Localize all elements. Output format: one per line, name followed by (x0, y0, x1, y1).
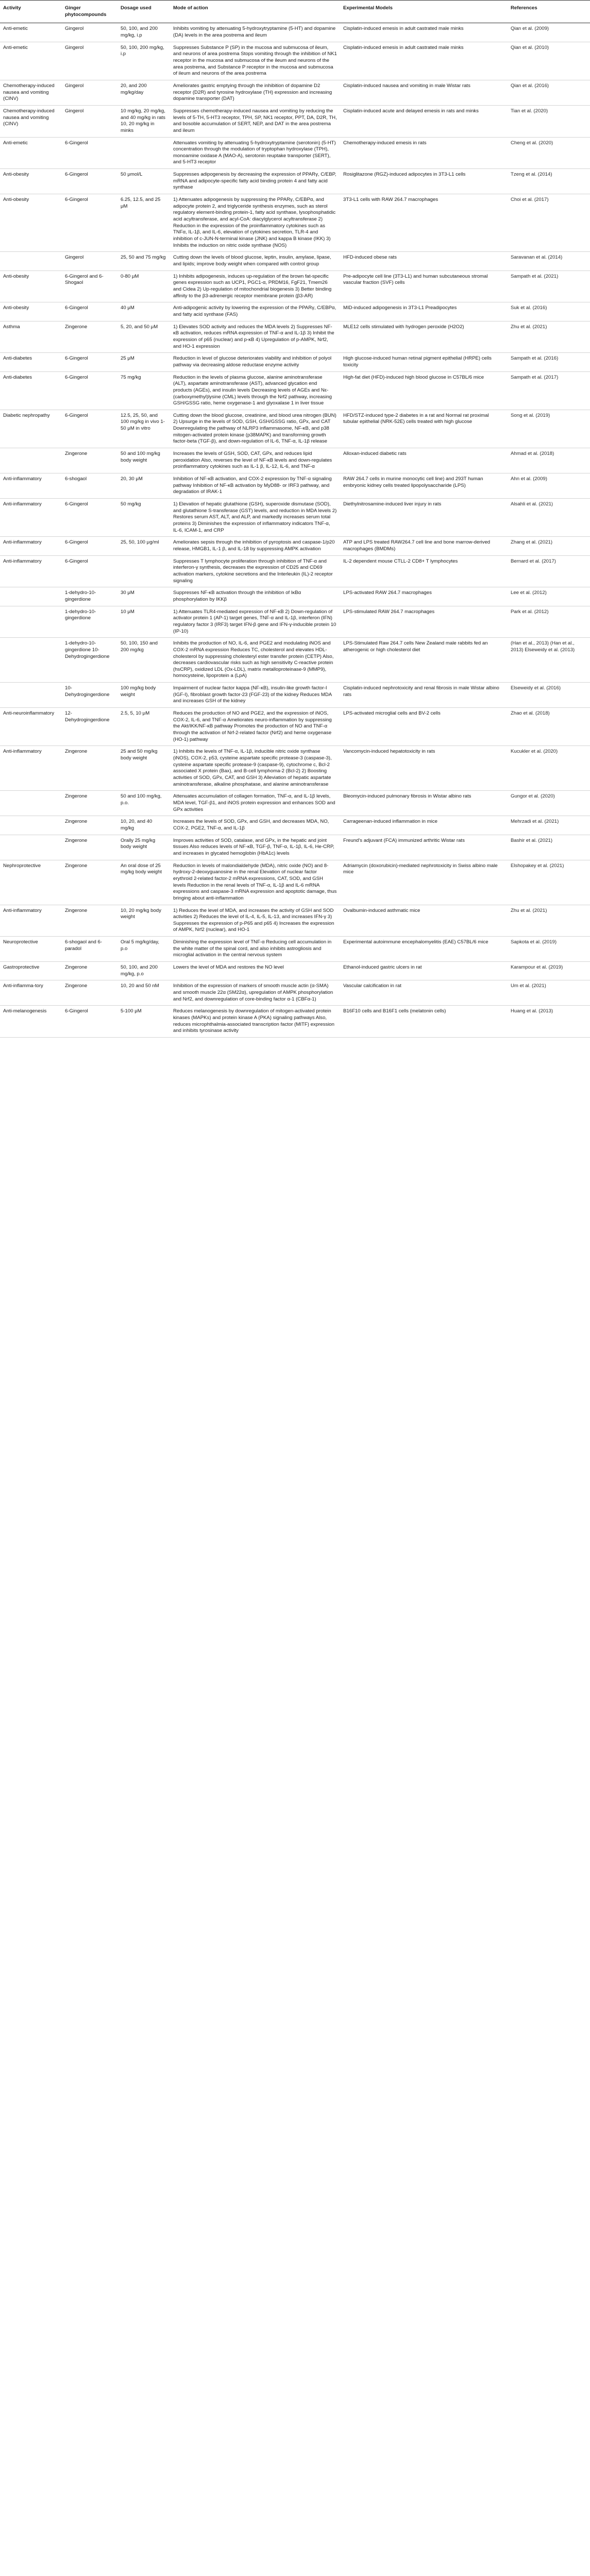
cell-dosage (117, 555, 170, 587)
cell-compound: 6-Gingerol (62, 1006, 117, 1038)
cell-experimental-model: ATP and LPS treated RAW264.7 cell line and bone marrow-derived macrophages (BMDMs) (340, 537, 508, 555)
cell-mode-of-action: Suppresses Substance P (SP) in the mucosa and submucosa of ileum, and neurons of area postrema Stops vomiting through the inhibition of NK1 receptor in the mucosa and submucosa of the ileum and neurons of the area postrema, and Substance P receptor in the mucosa and submucosa of ileum and neurons of the area postrema (170, 42, 340, 80)
cell-mode-of-action: Lowers the level of MDA and restores the NO level (170, 962, 340, 980)
cell-activity: Anti-inflammatory (0, 499, 62, 537)
cell-compound: Zingerone (62, 860, 117, 905)
cell-dosage: 0-80 μM (117, 270, 170, 302)
cell-reference: Mehrzadi et al. (2021) (508, 816, 590, 835)
cell-dosage: 75 mg/kg (117, 371, 170, 410)
cell-reference: Saravanan et al. (2014) (508, 252, 590, 270)
cell-compound: Gingerol (62, 252, 117, 270)
cell-dosage (117, 137, 170, 169)
table-row (0, 860, 590, 905)
cell-activity: Anti-obesity (0, 169, 62, 194)
cell-experimental-model: MID-induced adipogenesis in 3T3-L1 Preadipocytes (340, 302, 508, 321)
cell-activity (0, 816, 62, 835)
cell-mode-of-action: Diminishing the expression level of TNF-α Reducing cell accumulation in the white matter of the spinal cord, and also inhibits astrogliosis and microglial activation in the central nervous system (170, 937, 340, 962)
cell-experimental-model: Ethanol-induced gastric ulcers in rat (340, 962, 508, 980)
table-row (0, 587, 590, 606)
cell-compound: 6-Gingerol (62, 169, 117, 194)
cell-mode-of-action: Ameliorates gastric emptying through the inhibition of dopamine D2 receptor (D2R) and tyrosine hydroxylase (TH) expression and increasing dopamine transporter (DAT) (170, 80, 340, 105)
cell-compound: 6-Gingerol (62, 302, 117, 321)
cell-reference: Ahn et al. (2009) (508, 473, 590, 499)
table-row (0, 683, 590, 708)
cell-dosage: 100 mg/kg body weight (117, 683, 170, 708)
cell-activity: Anti-melanogenesis (0, 1006, 62, 1038)
table-row (0, 270, 590, 302)
cell-dosage: 25 and 50 mg/kg body weight (117, 746, 170, 791)
cell-compound: Zingerone (62, 835, 117, 860)
cell-activity: Anti-neuroinflammatory (0, 708, 62, 746)
cell-experimental-model: Alloxan-induced diabetic rats (340, 448, 508, 473)
cell-experimental-model: Vancomycin-induced hepatotoxicity in rats (340, 746, 508, 791)
cell-dosage: 25, 50, 100 μg/ml (117, 537, 170, 555)
cell-reference: Sampath et al. (2016) (508, 353, 590, 371)
cell-experimental-model: HFD-induced obese rats (340, 252, 508, 270)
cell-experimental-model: 3T3-L1 cells with RAW 264.7 macrophages (340, 194, 508, 252)
cell-activity: Anti-emetic (0, 137, 62, 169)
phytocompound-activity-table (0, 0, 590, 1038)
table-row (0, 1006, 590, 1038)
cell-compound: Zingerone (62, 746, 117, 791)
cell-experimental-model: LPS-activated RAW 264.7 macrophages (340, 587, 508, 606)
cell-dosage: Orally 25 mg/kg body weight (117, 835, 170, 860)
table-row (0, 708, 590, 746)
header-compounds: Ginger phytocompounds (62, 1, 117, 23)
cell-dosage: 25 μM (117, 353, 170, 371)
cell-experimental-model: Cisplatin-induced emesis in adult castrated male minks (340, 23, 508, 42)
cell-dosage: 10, 20 mg/kg body weight (117, 905, 170, 937)
table-row (0, 606, 590, 638)
cell-experimental-model: Pre-adipocyte cell line (3T3-L1) and human subcutaneous stromal vascular fraction (SVF) cells (340, 270, 508, 302)
table-row (0, 169, 590, 194)
cell-reference: Alsahli et al. (2021) (508, 499, 590, 537)
cell-experimental-model: MLE12 cells stimulated with hydrogen peroxide (H2O2) (340, 321, 508, 353)
cell-compound: Zingerone (62, 321, 117, 353)
cell-compound: 6-Gingerol (62, 410, 117, 448)
table-row (0, 905, 590, 937)
cell-mode-of-action: Cutting down the levels of blood glucose, leptin, insulin, amylase, lipase, and lipids; improve body weight when compared with control group (170, 252, 340, 270)
cell-experimental-model: Cisplatin-induced acute and delayed emesis in rats and minks (340, 105, 508, 137)
cell-mode-of-action: Inhibition of NF-κB activation, and COX-2 expression by TNF-α signaling pathway Inhibition of NF-κB activation by MyD88- or IRF3 pathway, and degradation of IRAK-1 (170, 473, 340, 499)
table-header-row (0, 1, 590, 23)
cell-reference: Suk et al. (2016) (508, 302, 590, 321)
table-row (0, 746, 590, 791)
cell-compound: 6-Gingerol (62, 194, 117, 252)
cell-activity: Anti-obesity (0, 194, 62, 252)
table-row (0, 499, 590, 537)
table-row (0, 555, 590, 587)
header-references: References (508, 1, 590, 23)
cell-experimental-model: B16F10 cells and B16F1 cells (melatonin cells) (340, 1006, 508, 1038)
cell-dosage: 10, 20 and 50 nM (117, 980, 170, 1006)
cell-activity: Anti-inflammatory (0, 905, 62, 937)
cell-experimental-model: Adriamycin (doxorubicin)-mediated nephrotoxicity in Swiss albino male mice (340, 860, 508, 905)
cell-mode-of-action: Inhibits the production of NO, IL-6, and PGE2 and modulating iNOS and COX-2 mRNA expression Reduces TC, cholesterol and elevates HDL-cholesterol by suppressing cholesteryl ester transfer protein (CETP) Also, decreases cardiovascular risks such as high sensitivity C-reactive protein (hsCRP), oxidized LDL (Ox-LDL), matrix metalloproteinase-9 (MMP9), homocysteine, lipoprotein a (LpA) (170, 638, 340, 683)
cell-activity (0, 683, 62, 708)
cell-mode-of-action: Reduction in the levels of plasma glucose, alanine aminotransferase (ALT), aspartate aminotransferase (AST), advanced glycation end products (AGEs), and insulin levels Decreasing levels of AGEs and Nε-(carboxymethyl)lysine (CML) levels through the Nrf2 pathway, increasing GSH/GSSG ratio, heme oxygenase-1 and glyoxalase 1 in liver tissue (170, 371, 340, 410)
cell-mode-of-action: 1) Elevates SOD activity and reduces the MDA levels 2) Suppresses NF-κB activation, reduces mRNA expression of TNF-α and IL-1β 3) Inhibit the expression of p65 (nuclear) and p-κB 4) Upregulation of p-AMPK, Nrf2, and HO-1 expression (170, 321, 340, 353)
table-row (0, 937, 590, 962)
cell-compound: Gingerol (62, 42, 117, 80)
cell-reference: Sapkota et al. (2019) (508, 937, 590, 962)
cell-dosage: An oral dose of 25 mg/kg body weight (117, 860, 170, 905)
cell-reference: Cheng et al. (2020) (508, 137, 590, 169)
cell-compound: 6-Gingerol and 6-Shogaol (62, 270, 117, 302)
table-row (0, 371, 590, 410)
cell-dosage: 30 μM (117, 587, 170, 606)
cell-experimental-model: RAW 264.7 cells in murine monocytic cell line) and 293T human embryonic kidney cells treated lipopolysaccharide (LPS) (340, 473, 508, 499)
cell-compound: Zingerone (62, 905, 117, 937)
cell-activity: Chemotherapy-induced nausea and vomiting (CINV) (0, 105, 62, 137)
cell-mode-of-action: Inhibits vomiting by attenuating 5-hydroxytryptamine (5-HT) and dopamine (DA) levels in the area postrema and ileum (170, 23, 340, 42)
cell-reference: Elseweidy et al. (2016) (508, 683, 590, 708)
cell-compound: 6-Gingerol (62, 555, 117, 587)
cell-activity: Anti-diabetes (0, 353, 62, 371)
cell-reference: Lee et al. (2012) (508, 587, 590, 606)
cell-activity: Anti-inflammatory (0, 473, 62, 499)
cell-mode-of-action: 1) Inhibits the levels of TNF-α, IL-1β, inducible nitric oxide synthase (iNOS), COX-2, p53, cysteine aspartate specific protease-3 (caspase-3), cysteine aspartate specific protease-9 (caspase-9), cytochrome c, Bcl-2 associated X protein (Bax), and B-cell lymphoma-2 (Bcl-2) 2) Boosting activities of SOD, GPx, CAT, and GSH 3) Alleviation of hepatic aspartate aminotransferase, alkaline phosphatase, and alanine aminotransferase (170, 746, 340, 791)
table-row (0, 137, 590, 169)
cell-experimental-model: IL-2 dependent mouse CTLL-2 CD8+ T lymphocytes (340, 555, 508, 587)
cell-experimental-model: Freund's adjuvant (FCA) immunized arthritic Wistar rats (340, 835, 508, 860)
cell-activity: Anti-diabetes (0, 371, 62, 410)
table-row (0, 962, 590, 980)
table-row (0, 194, 590, 252)
cell-compound: Gingerol (62, 105, 117, 137)
cell-mode-of-action: Anti-adipogenic activity by lowering the expression of the PPARγ, C/EBPα, and fatty acid synthase (FAS) (170, 302, 340, 321)
cell-reference: (Han et al., 2013) (Han et al., 2013) Elseweidy et al. (2013) (508, 638, 590, 683)
cell-reference: Zhao et al. (2018) (508, 708, 590, 746)
cell-activity (0, 252, 62, 270)
cell-experimental-model: Cisplatin-induced emesis in adult castrated male minks (340, 42, 508, 80)
cell-compound: 1-dehydro-10-gingerdione 10-Dehydrogingerdione (62, 638, 117, 683)
cell-mode-of-action: 1) Attenuates adipogenesis by suppressing the PPARγ, C/EBPα, and adipocyte protein 2, and triglyceride synthesis enzymes, such as sterol regulatory element-binding protein-1, fatty acid synthase, lysophosphatidic acid acyltransferase, and acyl-CoA: diacylglycerol acyltransferase 2) Reduction in the expression of the proinflammatory cytokines such as TNFα, IL-1β, and IL-6, elevation of cytokines secretion, TLR-4 and inhibition of c-JUN-N-terminal kinase (JNK) and kappa B kinase (IKK) 3) Inhibits the induction on nitric oxide synthase (NOS) (170, 194, 340, 252)
cell-mode-of-action: Reduces melanogenesis by downregulation of mitogen-activated protein kinases (MAPKs) and protein kinase A (PKA) signaling pathways Also, reduces microphthalmia-associated transcription factor (MITF) expression and inhibits tyrosinase activity (170, 1006, 340, 1038)
cell-activity: Anti-inflammatory (0, 537, 62, 555)
cell-dosage: 50, 100, and 200 mg/kg, p.o (117, 962, 170, 980)
cell-compound: Zingerone (62, 448, 117, 473)
cell-dosage: 50 μmol/L (117, 169, 170, 194)
cell-dosage: 10 mg/kg, 20 mg/kg, and 40 mg/kg in rats 10, 20 mg/kg in minks (117, 105, 170, 137)
cell-mode-of-action: Increases the levels of SOD, GPx, and GSH, and decreases MDA, NO, COX-2, PGE2, TNF-α, and IL-1β (170, 816, 340, 835)
cell-experimental-model: High-fat diet (HFD)-induced high blood glucose in C57BL/6 mice (340, 371, 508, 410)
table-row (0, 537, 590, 555)
cell-dosage: 50, 100, 200 mg/kg, i.p (117, 42, 170, 80)
cell-compound: 6-Gingerol (62, 499, 117, 537)
cell-reference: Zhang et al. (2021) (508, 537, 590, 555)
table-row (0, 473, 590, 499)
table-row (0, 448, 590, 473)
cell-mode-of-action: Reduction in levels of malondialdehyde (MDA), nitric oxide (NO) and 8-hydroxy-2-deoxyguanosine in the renal Elevation of nuclear factor erythroid 2-related factor-2 mRNA expressions, CAT, SOD, and GSH levels Reduction in the renal levels of TNF-α, IL-1β and IL-6 mRNA expressions and caspase-3 mRNA expression and apoptotic damage, thus bringing about anti-inflammation (170, 860, 340, 905)
cell-mode-of-action: Impairment of nuclear factor kappa (NF-κB), insulin-like growth factor-I (IGF-I), fibroblast growth factor-23 (FGF-23) of the kidney Reduces MDA and increases GSH of the kidney (170, 683, 340, 708)
cell-reference: Park et al. (2012) (508, 606, 590, 638)
cell-compound: Zingerone (62, 980, 117, 1006)
cell-mode-of-action: Increases the levels of GSH, SOD, CAT, GPx, and reduces lipid peroxidation Also, reverses the level of NF-κB levels and down-regulates proinflammatory cytokines such as IL-1 β, IL-12, IL-6, and TNF-α (170, 448, 340, 473)
cell-experimental-model: Diethylnitrosamine-induced liver injury in rats (340, 499, 508, 537)
cell-dosage: 5, 20, and 50 μM (117, 321, 170, 353)
cell-activity: Anti-emetic (0, 23, 62, 42)
cell-compound: 6-Gingerol (62, 371, 117, 410)
cell-activity (0, 448, 62, 473)
cell-reference: Sampath et al. (2021) (508, 270, 590, 302)
cell-reference: Ahmad et al. (2018) (508, 448, 590, 473)
cell-experimental-model: Rosiglitazone (RGZ)-induced adipocytes in 3T3-L1 cells (340, 169, 508, 194)
cell-reference: Sampath et al. (2017) (508, 371, 590, 410)
cell-reference: Um et al. (2021) (508, 980, 590, 1006)
cell-mode-of-action: Attenuates accumulation of collagen formation, TNF-α, and IL-1β levels, MDA level, TGF-β1, and iNOS protein expression and enhances SOD and GPx activities (170, 791, 340, 816)
cell-compound: Gingerol (62, 80, 117, 105)
cell-experimental-model: Chemotherapy-induced emesis in rats (340, 137, 508, 169)
cell-activity: Anti-inflammatory (0, 746, 62, 791)
cell-experimental-model: Ovalbumin-induced asthmatic mice (340, 905, 508, 937)
cell-mode-of-action: Attenuates vomiting by attenuating 5-hydroxytryptamine (serotonin) (5-HT) concentration through the modulation of tryptophan hydroxylase (TPH), monoamine oxidase A (MAO-A), serotonin reuptake transporter (SERT), and 5-HT3 receptor (170, 137, 340, 169)
table-row (0, 105, 590, 137)
cell-experimental-model: LPS-activated microglial cells and BV-2 cells (340, 708, 508, 746)
cell-dosage: 5-100 μM (117, 1006, 170, 1038)
cell-dosage: 40 μM (117, 302, 170, 321)
cell-experimental-model: HFD/STZ-induced type-2 diabetes in a rat and Normal rat proximal tubular epithelial (NRK-52E) cells treated with high glucose (340, 410, 508, 448)
cell-dosage: 50, 100, 150 and 200 mg/kg (117, 638, 170, 683)
cell-mode-of-action: Suppresses adipogenesis by decreasing the expression of PPARγ, C/EBP, mRNA and adipocyte-specific fatty acid binding protein 4 and fatty acid synthase (170, 169, 340, 194)
cell-experimental-model: Vascular calcification in rat (340, 980, 508, 1006)
cell-compound: 6-Gingerol (62, 137, 117, 169)
cell-dosage: 6.25, 12.5, and 25 μM (117, 194, 170, 252)
cell-activity: Asthma (0, 321, 62, 353)
table-row (0, 835, 590, 860)
table-row (0, 410, 590, 448)
cell-reference: Qian et al. (2009) (508, 23, 590, 42)
cell-mode-of-action: 1) Inhibits adipogenesis, induces up-regulation of the brown fat-specific genes expression such as UCP1, PGC1-α, PRDM16, FgF21, Tmem26 and Cidea 2) Up-regulation of mitochondrial biogenesis 3) Better binding affinity to the β3-adrenergic receptor membrane protein (β3-AR) (170, 270, 340, 302)
cell-experimental-model: Cisplatin-induced nephrotoxicity and renal fibrosis in male Wistar albino rats (340, 683, 508, 708)
cell-activity: Anti-inflamma-tory (0, 980, 62, 1006)
cell-mode-of-action: 1) Attenuates TLR4-mediated expression of NF-κB 2) Down-regulation of activator protein 1 (AP-1) target genes, TNF-α and IL-1β, interferon (IFN) regulatory factor 3 (IRF3) target IFN-β gene and IFN-γ-inducible protein 10 (IP-10) (170, 606, 340, 638)
cell-reference: Huang et al. (2013) (508, 1006, 590, 1038)
cell-mode-of-action: Suppresses chemotherapy-induced nausea and vomiting by reducing the levels of 5-TH, 5-HT3 receptor, TPH, SP, NK1 receptor, PPT, DA, D2R, TH, and bosoble accumulation of SERT, NEP, and DAT in the area postrema and ileum (170, 105, 340, 137)
cell-mode-of-action: 1) Elevation of hepatic glutathione (GSH), superoxide dismutase (SOD), and glutathione S-transferase (GST) levels, and reduction in MDA levels 2) Restores serum AST, ALT, and ALP, and markedly increases serum total proteins 3) Diminishes the expression of inflammatory indicators TNF-α, IL-6, ICAM-1, and CRP (170, 499, 340, 537)
cell-reference: Bashir et al. (2021) (508, 835, 590, 860)
header-mode-of-action: Mode of action (170, 1, 340, 23)
cell-activity: Anti-obesity (0, 270, 62, 302)
cell-experimental-model: Bleomycin-induced pulmonary fibrosis in Wistar albino rats (340, 791, 508, 816)
table-row (0, 23, 590, 42)
cell-dosage: 20, and 200 mg/kg/day (117, 80, 170, 105)
document-page (0, 0, 590, 1038)
cell-activity: Gastroprotective (0, 962, 62, 980)
cell-dosage: Oral 5 mg/kg/day, p.o (117, 937, 170, 962)
cell-mode-of-action: Ameliorates sepsis through the inhibition of pyroptosis and caspase-1/p20 release, HMGB1, IL-1 β, and IL-18 by suppressing AMPK activation (170, 537, 340, 555)
header-activity: Activity (0, 1, 62, 23)
cell-activity (0, 791, 62, 816)
cell-mode-of-action: Cutting down the blood glucose, creatinine, and blood urea nitrogen (BUN) 2) Upsurge in the levels of SOD, GSH, GSH/GSSG ratio, GPx, and CAT Downregulating the pathway of NLRP3 inflammasome, NF-κB, and p38 mitogen-activated protein kinase (p38MAPK) and transforming growth factor-beta (TGF-β), and down-regulation of IL-6, TNF-α, IL-1β release (170, 410, 340, 448)
table-row (0, 80, 590, 105)
cell-reference: Qian et al. (2016) (508, 80, 590, 105)
cell-dosage: 10, 20, and 40 mg/kg (117, 816, 170, 835)
cell-reference: Bernard et al. (2017) (508, 555, 590, 587)
cell-activity: Neuroprotective (0, 937, 62, 962)
cell-reference: Kucukler et al. (2020) (508, 746, 590, 791)
cell-compound: 6-shogaol (62, 473, 117, 499)
cell-reference: Zhu et al. (2021) (508, 905, 590, 937)
cell-compound: 12-Dehydrogingerdione (62, 708, 117, 746)
cell-activity: Chemotherapy-induced nausea and vomiting (CINV) (0, 80, 62, 105)
cell-dosage: 2.5, 5, 10 μM (117, 708, 170, 746)
cell-compound: Zingerone (62, 791, 117, 816)
cell-experimental-model: High glucose-induced human retinal pigment epithelial (HRPE) cells toxicity (340, 353, 508, 371)
cell-activity (0, 835, 62, 860)
cell-reference: Zhu et al. (2021) (508, 321, 590, 353)
table-row (0, 353, 590, 371)
cell-mode-of-action: Inhibition of the expression of markers of smooth muscle actin (α-SMA) and smooth muscle 22α (SM22α), upregulation of AMPK phosphorylation and Nrf2, and downregulation of core-binding factor α-1 (CBFα-1) (170, 980, 340, 1006)
cell-experimental-model: Experimental autoimmune encephalomyelitis (EAE) C57BL/6 mice (340, 937, 508, 962)
cell-dosage: 10 μM (117, 606, 170, 638)
cell-mode-of-action: Suppresses NF-κB activation through the inhibition of IκBα phosphorylation by IKKβ (170, 587, 340, 606)
table-row (0, 42, 590, 80)
cell-activity: Anti-inflammatory (0, 555, 62, 587)
cell-compound: 1-dehydro-10-gingerdione (62, 587, 117, 606)
cell-experimental-model: LPS-stimulated RAW 264.7 macrophages (340, 606, 508, 638)
cell-activity: Diabetic nephropathy (0, 410, 62, 448)
cell-compound: Zingerone (62, 962, 117, 980)
cell-mode-of-action: Improves activities of SOD, catalase, and GPx, in the hepatic and joint tissues Also reduces levels of NF-κB, TGF-β, TNF-α, IL-1β, IL-6, He-CRP, and increases in glycated hemoglobin (HbA1c) levels (170, 835, 340, 860)
cell-reference: Tzeng et al. (2014) (508, 169, 590, 194)
cell-reference: Gungor et al. (2020) (508, 791, 590, 816)
cell-compound: Zingerone (62, 816, 117, 835)
cell-dosage: 50 mg/kg (117, 499, 170, 537)
table-row (0, 321, 590, 353)
cell-mode-of-action: Suppresses T lymphocyte proliferation through inhibition of TNF-α and interferon-γ synthesis, decreases the expression of CD25 and CD69 activation markers, cytokine secretions and the Interleukin (IL)-2 receptor signaling (170, 555, 340, 587)
cell-reference: Karampour et al. (2019) (508, 962, 590, 980)
cell-reference: Tian et al. (2020) (508, 105, 590, 137)
cell-compound: Gingerol (62, 23, 117, 42)
cell-mode-of-action: Reduction in level of glucose deteriorates viability and inhibition of polyol pathway via decreasing aldose reductase enzyme activity (170, 353, 340, 371)
table-row (0, 638, 590, 683)
cell-activity: Anti-obesity (0, 302, 62, 321)
cell-activity: Nephroprotective (0, 860, 62, 905)
table-row (0, 791, 590, 816)
cell-activity: Anti-emetic (0, 42, 62, 80)
table-row (0, 302, 590, 321)
cell-dosage: 50 and 100 mg/kg body weight (117, 448, 170, 473)
cell-dosage: 50 and 100 mg/kg, p.o. (117, 791, 170, 816)
cell-mode-of-action: 1) Reduces the level of MDA, and increases the activity of GSH and SOD activities 2) Reduces the level of IL-4, IL-5, IL-13, and increases IFN-γ 3) Suppresses the expression of p-P65 and p65 4) Increases the expression of AMPK, Nrf2 (nuclear), and HO-1 (170, 905, 340, 937)
cell-mode-of-action: Reduces the production of NO and PGE2, and the expression of iNOS, COX-2, IL-6, and TNF-α Ameliorates neuro-inflammation by suppressing the Akt/IKK/NF-κB pathway Promotes the production of NO and TNF-α through the activation of Nrf-2-related factor (Nrf2) and heme oxygenase (HO-1) pathway (170, 708, 340, 746)
cell-reference: Qian et al. (2010) (508, 42, 590, 80)
cell-compound: 6-shogaol and 6-paradol (62, 937, 117, 962)
header-dosage: Dosage used (117, 1, 170, 23)
cell-compound: 10-Dehydrogingerdione (62, 683, 117, 708)
cell-dosage: 12.5, 25, 50, and 100 mg/kg in vivo 1-50 μM in vitro (117, 410, 170, 448)
cell-activity (0, 606, 62, 638)
cell-dosage: 25, 50 and 75 mg/kg (117, 252, 170, 270)
table-body (0, 23, 590, 1038)
cell-activity (0, 638, 62, 683)
cell-experimental-model: Carrageenan-induced inflammation in mice (340, 816, 508, 835)
cell-compound: 6-Gingerol (62, 537, 117, 555)
table-row (0, 252, 590, 270)
cell-compound: 6-Gingerol (62, 353, 117, 371)
cell-reference: Elshopakey et al. (2021) (508, 860, 590, 905)
cell-dosage: 50, 100, and 200 mg/kg, i.p (117, 23, 170, 42)
header-experimental-models: Experimental Models (340, 1, 508, 23)
cell-compound: 1-dehydro-10-gingerdione (62, 606, 117, 638)
cell-experimental-model: Cisplatin-induced nausea and vomiting in male Wistar rats (340, 80, 508, 105)
cell-dosage: 20, 30 μM (117, 473, 170, 499)
cell-experimental-model: LPS-Stimulated Raw 264.7 cells New Zealand male rabbits fed an atherogenic or high cholesterol diet (340, 638, 508, 683)
table-header (0, 1, 590, 23)
cell-reference: Song et al. (2019) (508, 410, 590, 448)
table-row (0, 980, 590, 1006)
table-row (0, 816, 590, 835)
cell-activity (0, 587, 62, 606)
cell-reference: Choi et al. (2017) (508, 194, 590, 252)
